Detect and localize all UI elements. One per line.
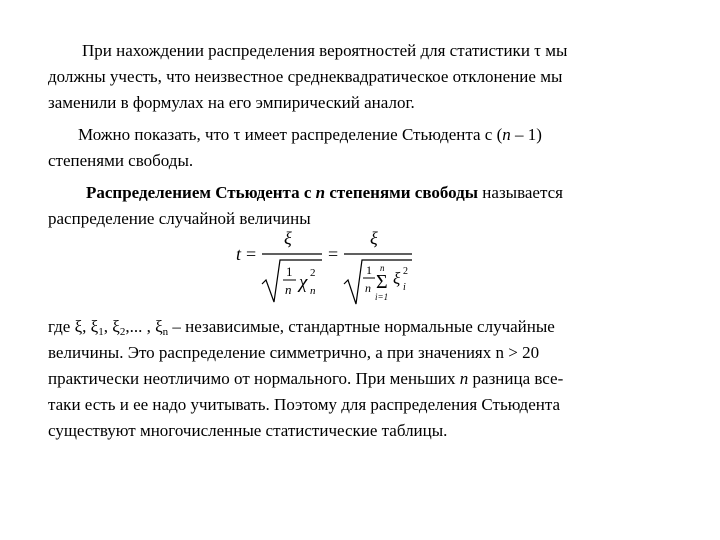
- subscript: 1: [98, 326, 104, 338]
- text-line: существуют многочисленные статистические таблицы.: [48, 421, 448, 440]
- paragraph-student-claim: [48, 122, 676, 174]
- text-line: [48, 366, 676, 392]
- formula-one: 1: [366, 263, 372, 277]
- definition-term: [86, 183, 478, 202]
- bold-fragment: Распределением Стьюдента с: [86, 183, 316, 202]
- text-fragment: называется: [478, 183, 563, 202]
- paragraph-explanation: [48, 314, 676, 444]
- text-line: распределение случайной величины: [48, 209, 311, 228]
- formula-superscript: 2: [403, 266, 408, 277]
- formula-xi: ξ: [393, 269, 401, 288]
- formula-n: n: [285, 282, 292, 297]
- formula-subscript-i: i: [403, 282, 406, 293]
- text-line: степенями свободы.: [48, 151, 194, 170]
- text-fragment: – независимые, стандартные нормальные случайные: [168, 317, 555, 336]
- formula-equals: =: [246, 244, 257, 264]
- text-line: заменили в формулах на его эмпирический аналог.: [48, 93, 415, 112]
- subscript: 2: [119, 326, 126, 338]
- text-fragment: – 1): [510, 125, 542, 144]
- formula-subscript-n: n: [310, 285, 316, 297]
- text-fragment: ,... , ξ: [125, 317, 163, 336]
- text-line: таки есть и ее надо учитывать. Поэтому для распределения Стьюдента: [48, 395, 561, 414]
- formula-chi: χ: [299, 272, 308, 293]
- formula-sigma: Σ: [376, 271, 388, 293]
- text-line: величины. Это распределение симметрично, а при значениях n > 20: [48, 343, 540, 362]
- formula-one: 1: [286, 264, 293, 279]
- text-fragment: Можно показать, что τ имеет распределение Стьюдента с (: [78, 125, 503, 144]
- formula-equals: =: [328, 244, 339, 264]
- text-fragment: где ξ, ξ: [48, 317, 99, 336]
- text-line: [48, 122, 676, 148]
- formula-n: n: [365, 281, 371, 295]
- student-t-formula: [236, 224, 416, 308]
- paragraph-intro: [48, 38, 676, 116]
- formula-sum-lower: i=1: [375, 292, 389, 302]
- variable-n: n: [315, 183, 326, 202]
- variable-n: n: [459, 369, 469, 388]
- formula-numerator-xi: ξ: [370, 228, 378, 248]
- text-fragment: практически неотличимо от нормального. При меньших: [48, 369, 460, 388]
- formula-sum-upper: n: [380, 263, 385, 273]
- text-line: При нахождении распределения вероятностей для статистики τ мы: [82, 41, 568, 60]
- text-line: должны учесть, что неизвестное среднеквадратическое отклонение мы: [48, 67, 563, 86]
- subscript: n: [162, 326, 169, 338]
- text-line: [48, 314, 676, 340]
- formula-superscript: 2: [310, 267, 316, 279]
- bold-fragment: степенями свободы: [325, 183, 479, 202]
- formula-t: t: [236, 244, 242, 264]
- text-fragment: , ξ: [103, 317, 120, 336]
- text-line: [48, 180, 676, 206]
- text-fragment: разница все-: [468, 369, 564, 388]
- variable-n: n: [502, 125, 511, 144]
- formula-numerator-xi: ξ: [284, 228, 292, 248]
